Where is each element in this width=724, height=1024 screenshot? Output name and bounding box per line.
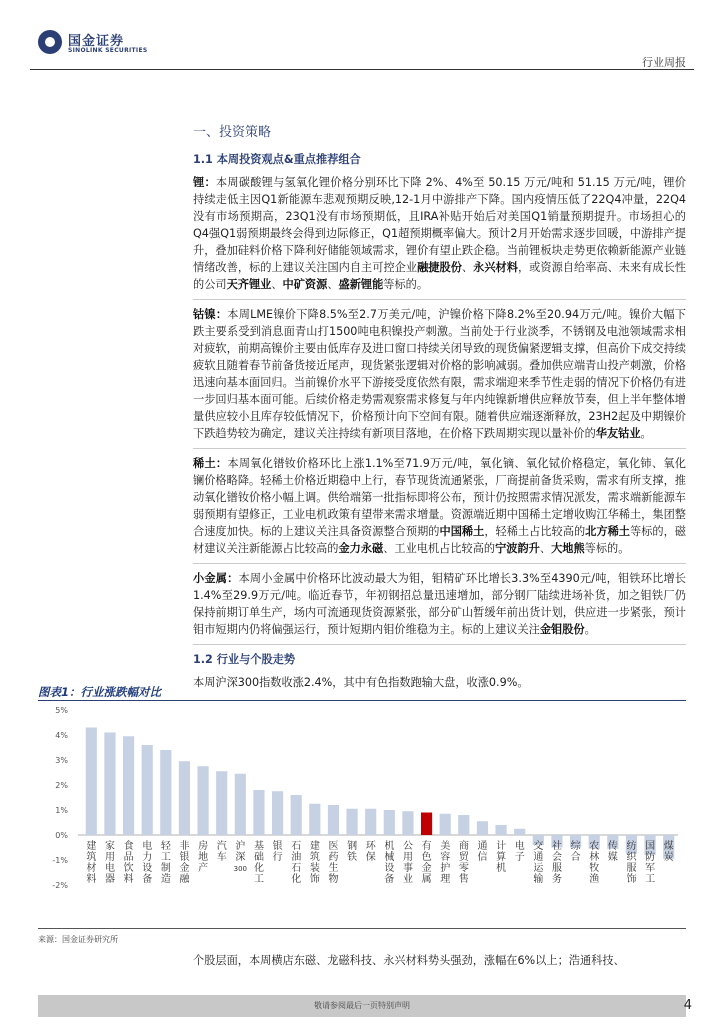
cobalt-nickel-text: 本周LME镍价下降8.5%至2.7万美元/吨，沪镍价格下降8.2%至20.94万元/吨。镍价大幅下跌主要系受到消息面青山打1500吨电积镍投产刺激。当前处于行业淡季，不锈钢及电池领域需求相对疲软，前期高镍价主要由低库存及进口窗口持续关闭导致的现货偏紧逻辑支撑，但高价下成交持续疲软且随着春节前备货接近尾声，现货紧张逻辑对价格的影响减弱。叠加供应端青山投产刺激，价格迅速向基本面回归。当前镍价水平下游接受度依然有限，需求端迎来季节性走弱的情况下价格仍有进一步回归基本面可能。后续价格走势需观察需求修复与年内纯镍新增供应释放节奏，但上半年整体增量供应较小且库存较低情况下，价格预计向下空间有限。随着供应端逐渐释放，23H2起及中期镍价下跌趋势较为确定，建议关注持续有新项目落地，在价格下跌周期实现以量补价的 [193,308,686,440]
stock-name: 中国稀土 [439,525,485,538]
category-label: 通信 [477,841,488,863]
cobalt-nickel-text: 。 [640,427,652,440]
rare-earth-text: 、工业电机占比较高的 [383,542,496,555]
category-label: 电子 [514,841,525,863]
stock-name: 中矿资源 [282,278,328,291]
category-label: 房地产 [198,841,209,874]
category-label: 食品饮料 [123,841,134,885]
market-paragraph: 本周沪深300指数收涨2.4%，其中有色指数跑输大盘，收涨0.9%。 [193,676,529,689]
category-label: 综合 [570,841,581,863]
subsection-title-1: 1.1 本周投资观点&重点推荐组合 [193,153,361,166]
category-label: 传媒 [607,841,618,863]
subsection-title-2: 1.2 行业与个股走势 [193,653,296,666]
logo-english-name: SINOLINK SECURITIES [68,47,148,54]
stock-name: 北方稀土 [585,525,630,538]
bar-通信 [477,821,488,835]
bar-食品饮料 [123,736,134,835]
rare-earth-text: 等标的，磁材建议关注新能源占比较高的 [193,525,686,555]
logo-icon [38,30,62,54]
rare-earth-label: 稀土： [193,457,228,470]
bar-沪深300 [235,774,246,835]
minor-metals-text: 本周小金属中价格环比波动最大为钼，钼精矿环比增长3.3%至4390元/吨，钼铁环比增长1.4%至29.9万元/吨。临近春节，年初钢招总量迅速增加，部分钢厂陆续进场补货，加之钼铁厂仍保持前期订单生产，场内可流通现货资源紧张，部分矿山暂缓年前出货计划，供应进一步紧张，预计钼市短期内仍将偏强运行，预计短期内钼价维稳为主。标的上建议关注 [193,572,686,636]
bar-非银金融 [179,761,190,835]
bar-医药生物 [328,805,339,835]
report-type: 行业周报 [642,56,686,69]
separator: 、 [327,278,339,291]
category-label: 钢铁 [347,841,358,863]
category-label: 美容护理 [440,841,451,885]
category-label: 国防军工 [645,841,656,885]
y-tick-label: 1% [55,806,68,815]
y-tick-label: 5% [55,706,68,715]
rare-earth-text: 本周氧化镨钕价格环比上涨1.1%至71.9万元/吨，氧化镝、氧化铽价格稳定，氧化铈、氧化镧价格略降。轻稀土价格近期稳中上行，春节现货流通紧张，厂商提前备货采购，需求有所支撑，推动氧化镨钕价格小幅上调。供给端第一批指标即将公布，预计仍按照需求情况派发，需求端新能源车弱预期有望修正，工业电机政策有望带来需求增量。资源端近期中国稀土定增收购江华稀土，集团整合速度加快。标的上建议关注具备资源整合预期的 [193,457,686,538]
bar-家用电器 [104,733,115,836]
category-label: 纺织服饰 [626,841,637,885]
paragraph-divider [193,448,686,449]
category-label: 社会服务 [551,841,562,885]
category-label: 机械设备 [384,841,395,885]
industry-change-chart [38,702,686,924]
figure-title: 图表1：行业涨跌幅对比 [38,685,162,699]
category-label: 建筑装饰 [309,841,320,885]
category-label: 基础化工 [253,841,264,885]
category-label: 商贸零售 [458,841,469,885]
bar-建筑装饰 [309,804,320,835]
y-tick-label: 0% [55,831,68,840]
stock-name: 盛新锂能 [338,278,384,291]
footer-bar [38,995,686,1017]
minor-metals-text: 。 [584,623,596,636]
category-label: 农林牧渔 [589,841,600,885]
cobalt-nickel-label: 钴镍： [193,308,228,321]
lithium-label: 锂： [193,176,216,189]
bar-汽车 [216,771,227,835]
category-label: 电力设备 [142,841,153,885]
main-content [193,110,686,697]
stock-name: 融捷股份 [417,261,462,274]
header-divider [30,69,694,70]
page-number: 4 [683,998,692,1013]
y-tick-label: -2% [52,881,68,890]
category-label: 医药生物 [328,841,339,885]
logo-chinese-name: 国金证券 [68,34,125,49]
stock-name: 华友钴业 [595,427,641,440]
figure-title-divider [38,700,686,701]
footer-disclaimer: 敬请参阅最后一页特别声明 [314,1001,410,1010]
y-tick-label: 4% [55,731,68,740]
category-label: 轻工制造 [160,841,171,885]
y-tick-label: 3% [55,756,68,765]
bar-电子 [514,829,525,835]
lithium-paragraph [193,174,686,293]
separator: 、 [271,278,283,291]
company-logo [38,30,188,60]
stock-name: 金钼股份 [539,623,585,636]
bar-计算机 [495,825,506,835]
category-label: 计算机 [496,841,507,874]
lithium-text: 本周碳酸锂与氢氧化锂价格分别环比下降 2%、4%至 50.15 万元/吨和 51.15 万元/吨，锂价持续走低主因Q1新能源车悲观预期反映,12-1月中游排产下降。国内疫情压低了22Q4冲量，22Q4没有市场预期高，23Q1没有市场预期低，且IRA补贴开始后对美国Q1销量预期提升。市场担心的Q4强Q1弱预期最终会得到边际修正，Q1超预期概率偏大。预计2月开始需求逐步回暖，中游排产提升，叠加硅料价格下降利好储能领域需求，锂价有望止跌企稳。当前锂板块走势更依赖新能源产业链情绪改善，标的上建议关注国内自主可控企业 [193,176,686,274]
bar-石油石化 [291,795,302,835]
separator: 、 [461,261,474,274]
bar-电力设备 [142,745,153,835]
bar-机械设备 [384,810,395,835]
paragraph-divider [193,563,686,564]
page-header [0,0,724,72]
y-tick-label: -1% [52,856,68,865]
minor-metals-label: 小金属： [193,572,239,585]
section-title: 一、投资策略 [193,125,272,140]
category-label: 非银金融 [179,841,190,885]
category-label: 煤炭 [663,841,674,863]
rare-earth-paragraph [193,455,686,557]
category-label: 交通运输 [533,841,544,885]
minor-metals-paragraph [193,570,686,638]
bar-钢铁 [346,809,357,835]
category-label: 银行 [272,841,283,863]
figure-source: 来源：国金证券研究所 [38,935,118,944]
bar-房地产 [197,766,208,835]
category-label: 家用电器 [104,841,115,885]
bar-基础化工 [253,790,264,835]
category-label: 建筑材料 [86,841,97,885]
category-label: 汽车 [216,841,227,863]
stock-name: 永兴材料 [473,261,518,274]
bar-建筑材料 [86,728,97,836]
bar-美容护理 [440,814,451,835]
stock-name: 天齐锂业 [226,278,272,291]
chart-svg [38,702,686,924]
category-label: 石油石化 [291,841,302,885]
category-label: 公用事业 [402,841,413,885]
stock-name: 宁波韵升 [495,542,540,555]
separator: 、 [539,542,552,555]
paragraph-divider [193,644,686,645]
source-divider [38,928,686,929]
stock-name: 金力永磁 [338,542,384,555]
lithium-text: ，或资源自给率高、未来有成长性的公司 [193,261,686,291]
category-label: 环保 [365,841,376,863]
paragraph-divider [193,299,686,300]
stock-paragraph: 个股层面，本周横店东磁、龙磁科技、永兴材料势头强劲，涨幅在6%以上；浩通科技、 [193,954,625,967]
rare-earth-text: 等标的。 [584,542,630,555]
rare-earth-text: ，轻稀土占比较高的 [484,525,586,538]
lithium-text: 等标的。 [383,278,429,291]
cobalt-nickel-paragraph [193,306,686,442]
bar-环保 [365,809,376,835]
bar-银行 [272,791,283,835]
category-label: 有色金属 [421,841,432,885]
bar-有色金属 [421,813,432,836]
category-label: 沪深 300 [233,841,247,873]
bar-商贸零售 [458,815,469,835]
y-tick-label: 2% [55,781,68,790]
bar-轻工制造 [160,750,171,835]
stock-name: 大地熊 [551,542,585,555]
bar-公用事业 [402,811,413,835]
